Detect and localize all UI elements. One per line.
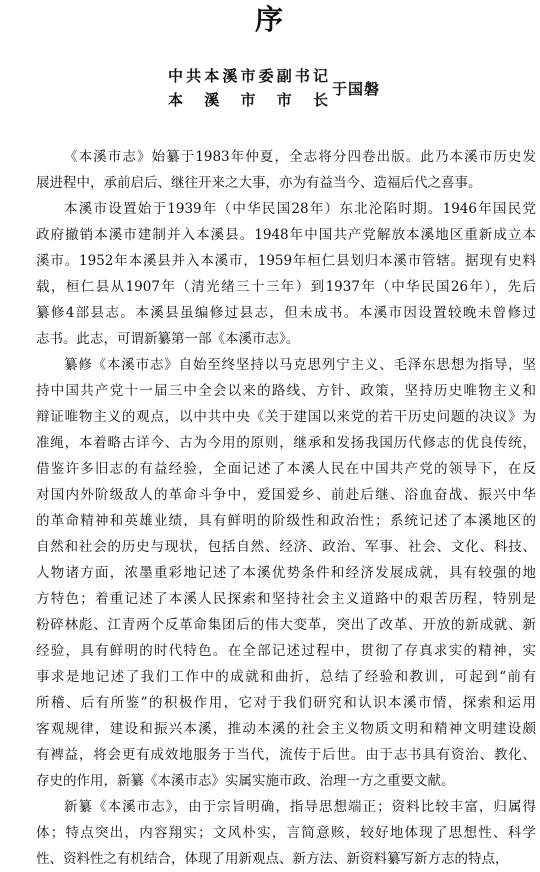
paragraph-line: 客观规律，建设和振兴本溪，推动本溪的社会主义物质文明和精神文明建设颇 bbox=[36, 721, 536, 737]
author-roles bbox=[168, 64, 328, 112]
paragraph-line: 存史的作用，新纂《本溪市志》实属实施市政、治理一方之重要文献。 bbox=[36, 773, 455, 789]
paragraph bbox=[36, 794, 536, 872]
paragraph-line: 准绳，本着略古详今、古为今用的原则，继承和发扬我国历代修志的优良传统， bbox=[36, 435, 536, 451]
paragraph-line: 的革命精神和英雄业绩，具有鲜明的阶级性和政治性；系统记述了本溪地区的 bbox=[36, 513, 536, 529]
paragraph bbox=[36, 352, 536, 794]
paragraph-line: 志书。此志，可谓新纂第一部《本溪市志》。 bbox=[36, 331, 300, 347]
paragraph-line: 有裨益，将会更有成效地服务于当代，流传于后世。由于志书具有资治、教化、 bbox=[36, 747, 536, 763]
paragraph-line: 政府撤销本溪市建制并入本溪县。1948年中国共产党解放本溪地区重新成立本 bbox=[36, 227, 536, 243]
paragraph-line: 展进程中，承前启后、继往开来之大事，亦为有益当今、造福后代之喜事。 bbox=[36, 175, 482, 191]
paragraph-line: 辩证唯物主义的观点，以中共中央《关于建国以来党的若干历史问题的决议》为 bbox=[36, 409, 536, 425]
paragraph-line: 对国内外阶级敌人的革命斗争中，爱国爱乡、前赴后继、浴血奋战、振兴中华 bbox=[36, 487, 536, 503]
page-title: 序 bbox=[254, 3, 285, 36]
paragraph-line: 性、资料性之有机结合，体现了用新观点、新方法、新资料纂写新方志的特点， bbox=[36, 851, 509, 867]
paragraph bbox=[36, 196, 536, 352]
paragraph-line: 溪市。1952年本溪县并入本溪市，1959年桓仁县划归本溪市管辖。据现有史料 bbox=[36, 253, 536, 269]
paragraph-line: 自然和社会的历史与现状，包括自然、经济、政治、军事、社会、文化、科技、 bbox=[36, 539, 536, 555]
paragraph-line: 新纂《本溪市志》，由于宗旨明确，指导思想端正；资料比较丰富，归属得 bbox=[64, 799, 536, 815]
paragraph-line: 《本溪市志》始纂于1983年仲夏，全志将分四卷出版。此乃本溪市历史发 bbox=[64, 149, 536, 165]
paragraph bbox=[36, 144, 536, 196]
paragraph-line: 方特色；着重记述了本溪人民探索和坚持社会主义道路中的艰苦历程，特别是 bbox=[36, 591, 536, 607]
paragraph-line: 经验，具有鲜明的时代特色。在全部记述过程中，贯彻了存真求实的精神，实 bbox=[36, 643, 536, 659]
paragraph-line: 持中国共产党十一届三中全会以来的路线、方针、政策，坚持历史唯物主义和 bbox=[36, 383, 536, 399]
paragraph-line: 体；特点突出，内容翔实；文风朴实，言简意赅，较好地体现了思想性、科学 bbox=[36, 825, 536, 841]
author-role-mayor: 本 溪 市 市 长 bbox=[168, 91, 328, 109]
paragraph-line: 本溪市设置始于1939年（中华民国28年）东北沦陷时期。1946年国民党 bbox=[64, 201, 536, 217]
paragraph-line: 事求是地记述了我们工作中的成就和曲折，总结了经验和教训，可起到“前有 bbox=[36, 669, 536, 685]
paragraph-line: 纂修《本溪市志》自始至终坚持以马克思列宁主义、毛泽东思想为指导，坚 bbox=[64, 357, 536, 373]
paragraph-line: 纂修4部县志。本溪县虽编修过县志，但未成书。本溪市因设置较晚未曾修过 bbox=[36, 305, 536, 321]
paragraph-line: 借鉴许多旧志的有益经验，全面记述了本溪人民在中国共产党的领导下，在反 bbox=[36, 461, 536, 477]
paragraph-line: 人物诸方面，浓墨重彩地记述了本溪优势条件和经济发展成就，具有较强的地 bbox=[36, 565, 536, 581]
author-byline bbox=[168, 64, 428, 114]
paragraph-line: 所稽、后有所鉴”的积极作用，它对于我们研究和认识本溪市情，探索和运用 bbox=[36, 695, 536, 711]
preface-body bbox=[36, 144, 536, 872]
paragraph-line: 粉碎林彪、江青两个反革命集团后的伟大变革，突出了改革、开放的新成就、新 bbox=[36, 617, 536, 633]
author-name: 于国磐 bbox=[332, 80, 381, 98]
paragraph-line: 载，桓仁县从1907年（清光绪三十三年）到1937年（中华民国26年），先后 bbox=[36, 279, 536, 295]
author-role-party-secretary: 中共本溪市委副书记 bbox=[168, 67, 328, 85]
